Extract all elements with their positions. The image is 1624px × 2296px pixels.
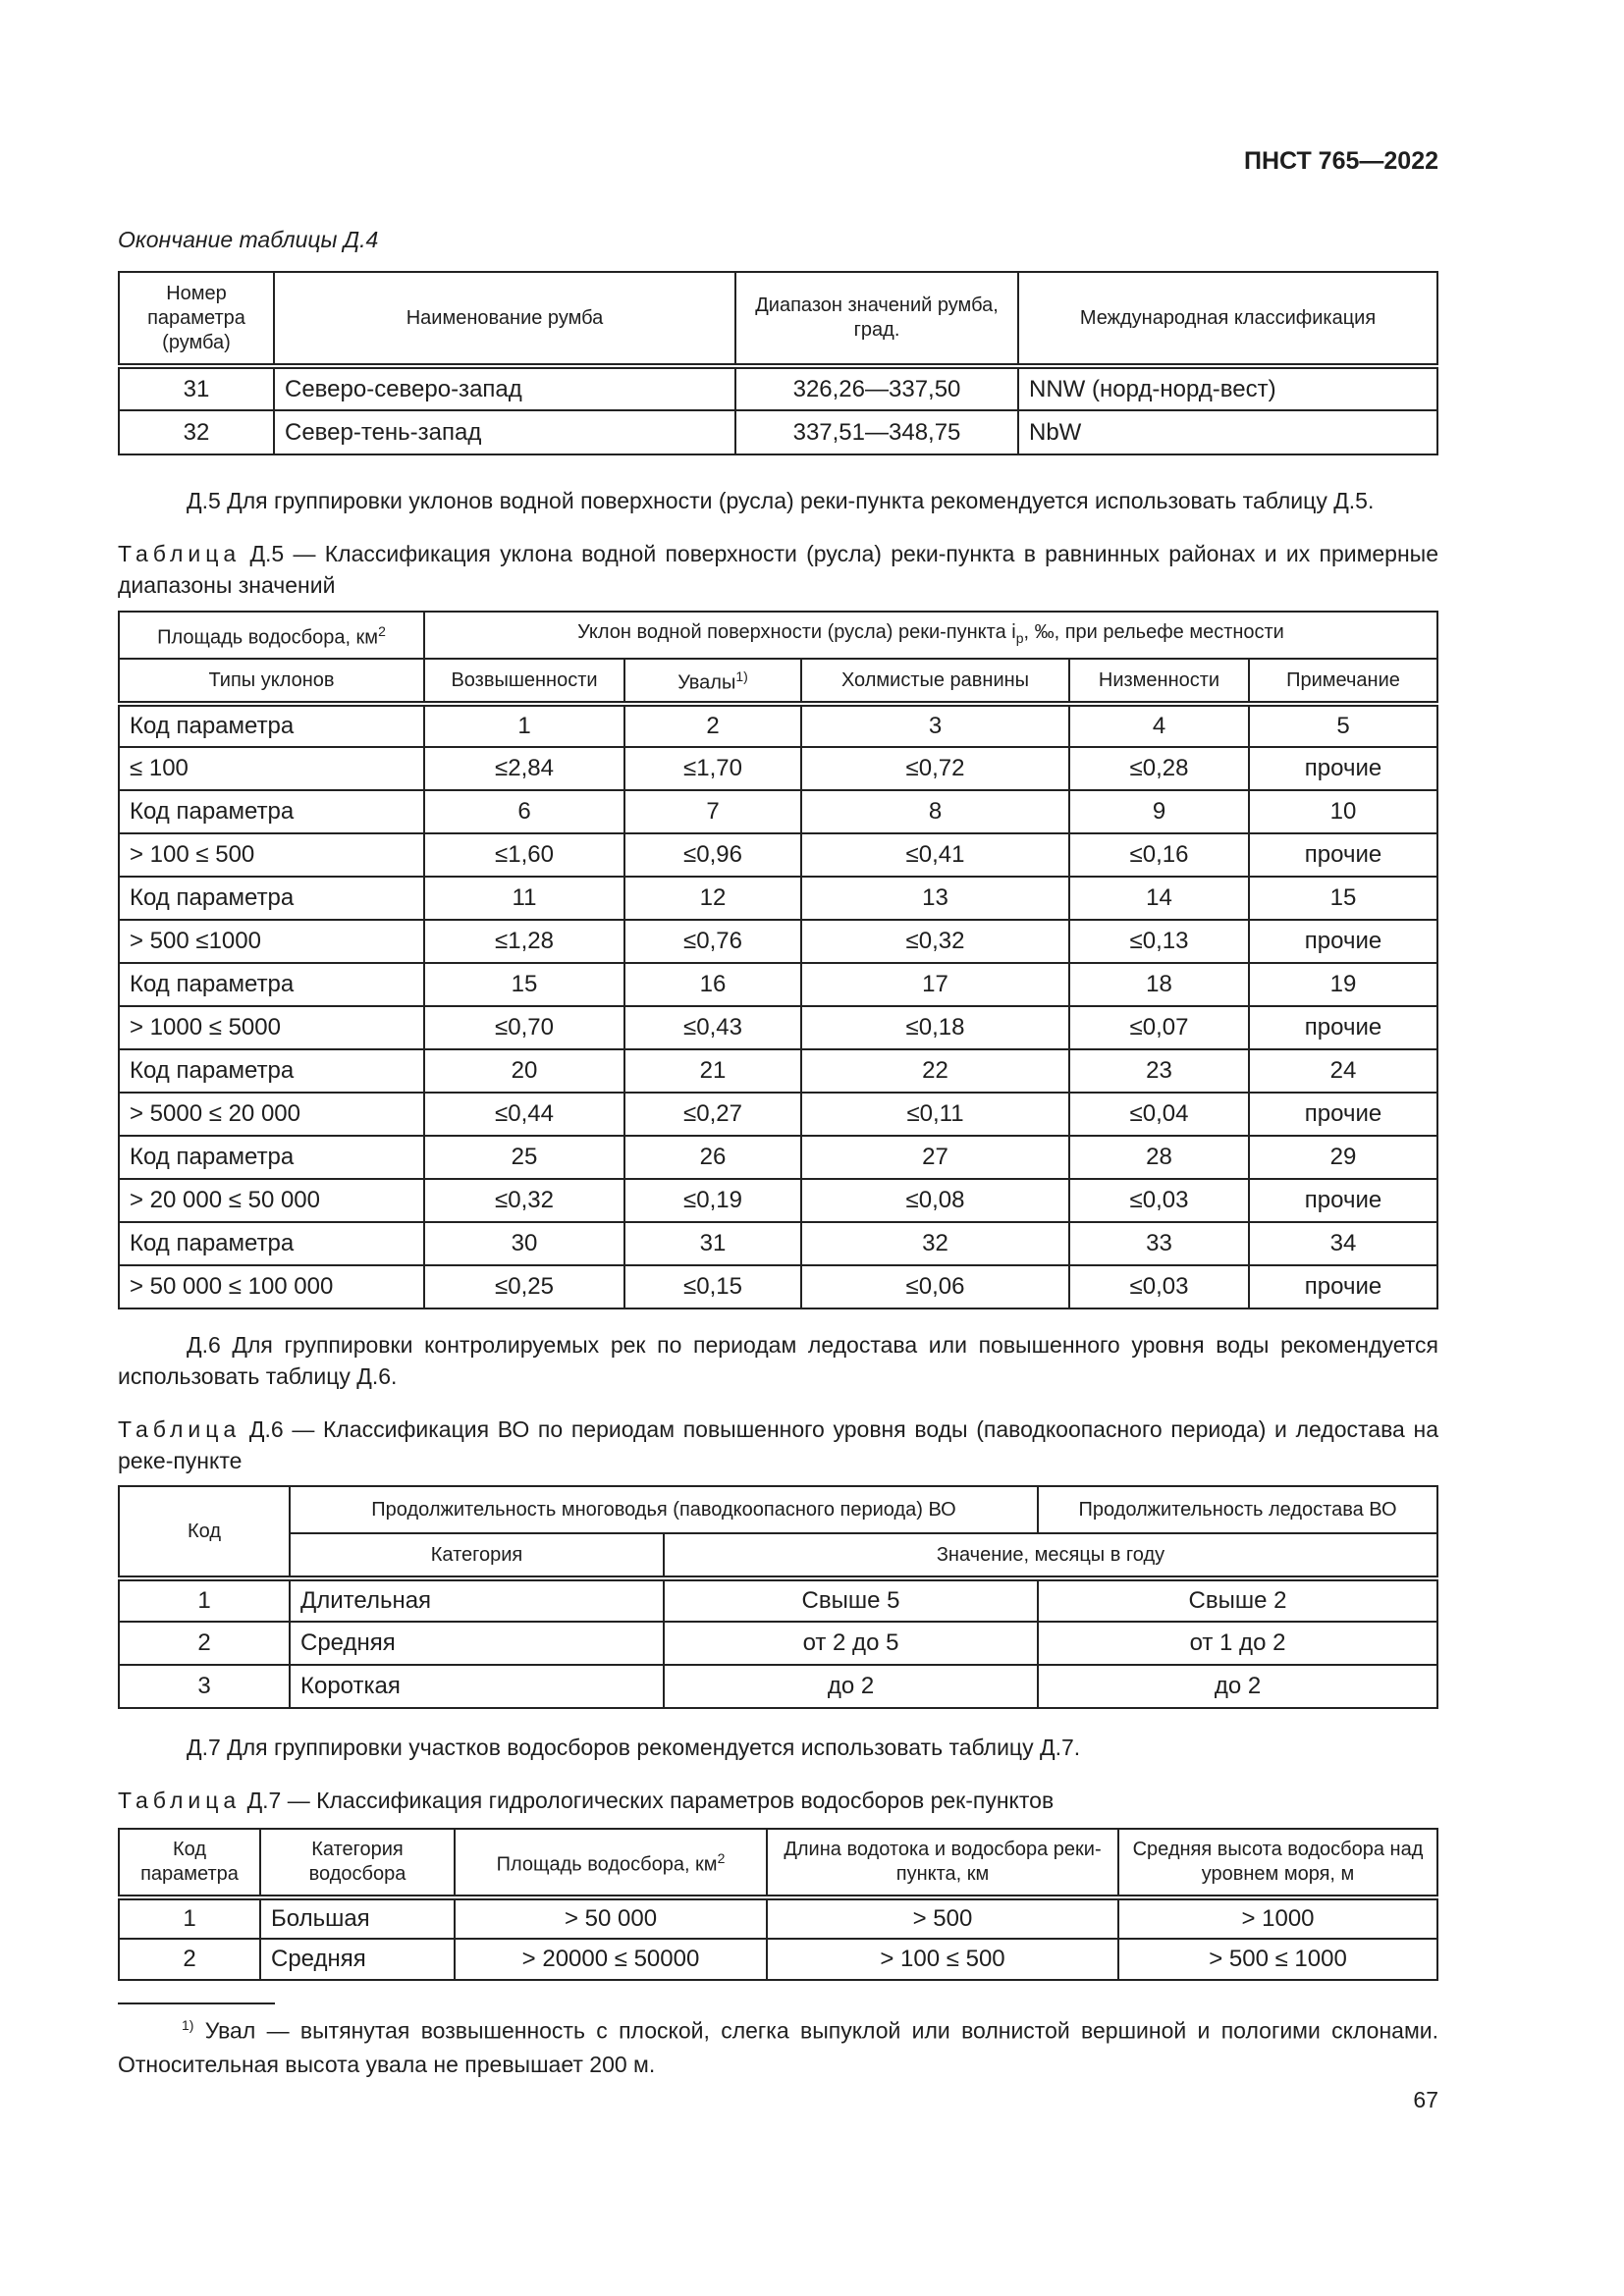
table-d7 (118, 1828, 1438, 1981)
table-cell: 32 (801, 1222, 1069, 1265)
table-cell: ≤0,11 (801, 1093, 1069, 1136)
table-cell: ≤0,18 (801, 1006, 1069, 1049)
table-cell: ≤0,96 (624, 833, 801, 877)
table-d7-header-height: Средняя высота водосбора над уровнем моря, м (1118, 1829, 1437, 1897)
table-cell: Средняя (290, 1622, 664, 1665)
table-cell: Код параметра (119, 790, 424, 833)
table-d5-caption-text: Д.5 — Классификация уклона водной поверхности (русла) реки-пункта в равнинных районах и их примерные диапазоны значений (118, 541, 1438, 598)
table-d5-header-types: Типы уклонов (119, 659, 424, 704)
table-cell: ≤0,72 (801, 747, 1069, 790)
table-cell: прочие (1249, 1179, 1437, 1222)
table-cell: Средняя (260, 1939, 455, 1980)
table-cell: 29 (1249, 1136, 1437, 1179)
footnote-text: Увал — вытянутая возвышенность с плоской, слегка выпуклой или волнистой вершиной и пологими склонами. Относительная высота увала не превышает 200 м. (118, 2017, 1438, 2077)
table-cell: Код параметра (119, 963, 424, 1006)
table-row (119, 1179, 1437, 1222)
footnote-mark: 1) (182, 2017, 194, 2033)
table-row (119, 366, 1437, 410)
table-cell: Код параметра (119, 704, 424, 747)
table-cell: Код параметра (119, 1049, 424, 1093)
table-cell: 16 (624, 963, 801, 1006)
table-cell: прочие (1249, 1093, 1437, 1136)
table-cell: 19 (1249, 963, 1437, 1006)
table-cell: до 2 (664, 1665, 1038, 1708)
table-d4-header-range: Диапазон значений румба, град. (735, 272, 1018, 366)
table-cell: 21 (624, 1049, 801, 1093)
table-d4-header-number: Номер параметра (румба) (119, 272, 274, 366)
table-d7-header-area: Площадь водосбора, $км^2$ (455, 1829, 767, 1897)
table-cell: 6 (424, 790, 624, 833)
table-cell: ≤0,27 (624, 1093, 801, 1136)
table-row (119, 704, 1437, 747)
table-cell: ≤0,70 (424, 1006, 624, 1049)
table-cell: прочие (1249, 920, 1437, 963)
table-d5-header-col: Примечание (1249, 659, 1437, 704)
table-cell: Большая (260, 1897, 455, 1939)
table-cell: ≤0,32 (801, 920, 1069, 963)
table-cell: 3 (119, 1665, 290, 1708)
footnote (118, 2008, 1438, 2081)
table-cell: 7 (624, 790, 801, 833)
table-row (119, 747, 1437, 790)
table-d7-header-length: Длина водотока и водосбора реки-пункта, км (767, 1829, 1118, 1897)
table-d5-header-col: Низменности (1069, 659, 1249, 704)
table-cell: > 1000 ≤ 5000 (119, 1006, 424, 1049)
table-cell: 14 (1069, 877, 1249, 920)
table-d6-header-category: Категория (290, 1533, 664, 1578)
table-row (119, 833, 1437, 877)
table-cell: > 20 000 ≤ 50 000 (119, 1179, 424, 1222)
table-d6-header-value: Значение, месяцы в году (664, 1533, 1437, 1578)
table-d4-caption: Окончание таблицы Д.4 (118, 227, 379, 252)
table-cell: ≤0,16 (1069, 833, 1249, 877)
table-d5-header-area: Площадь водосбора, $км^2$ (119, 612, 424, 659)
table-cell: 31 (119, 366, 274, 410)
table-cell: ≤0,32 (424, 1179, 624, 1222)
table-cell: 2 (624, 704, 801, 747)
table-cell: ≤0,03 (1069, 1265, 1249, 1308)
table-cell: 4 (1069, 704, 1249, 747)
table-row (119, 1093, 1437, 1136)
table-cell: 32 (119, 410, 274, 454)
table-cell: > 500 (767, 1897, 1118, 1939)
table-d7-caption-text: Д.7 — Классификация гидрологических параметров водосборов рек-пунктов (246, 1788, 1055, 1813)
table-cell: 3 (801, 704, 1069, 747)
table-cell: прочие (1249, 833, 1437, 877)
table-cell: 31 (624, 1222, 801, 1265)
table-cell: ≤0,04 (1069, 1093, 1249, 1136)
table-cell: > 500 ≤1000 (119, 920, 424, 963)
table-cell: прочие (1249, 1265, 1437, 1308)
table-cell: > 50 000 ≤ 100 000 (119, 1265, 424, 1308)
table-d5-caption (118, 538, 1438, 601)
table-d5-header-col: Холмистые равнины (801, 659, 1069, 704)
table-cell: ≤0,15 (624, 1265, 801, 1308)
table-cell: Длительная (290, 1578, 664, 1622)
table-cell: ≤0,41 (801, 833, 1069, 877)
table-cell: > 1000 (1118, 1897, 1437, 1939)
paragraph-d7: Д.7 Для группировки участков водосборов рекомендуется использовать таблицу Д.7. (187, 1735, 1081, 1760)
table-cell: ≤1,28 (424, 920, 624, 963)
table-cell: NbW (1018, 410, 1437, 454)
table-cell: ≤0,43 (624, 1006, 801, 1049)
table-cell: до 2 (1038, 1665, 1437, 1708)
table-cell: 8 (801, 790, 1069, 833)
table-cell: 2 (119, 1939, 260, 1980)
table-d6-caption (118, 1414, 1438, 1476)
table-row (119, 1578, 1437, 1622)
table-cell: от 1 до 2 (1038, 1622, 1437, 1665)
table-row (119, 920, 1437, 963)
table-cell: 2 (119, 1622, 290, 1665)
table-cell: 17 (801, 963, 1069, 1006)
table-cell: Код параметра (119, 1222, 424, 1265)
table-cell: 11 (424, 877, 624, 920)
table-cell: ≤0,25 (424, 1265, 624, 1308)
table-row (119, 1897, 1437, 1939)
table-cell: 1 (119, 1578, 290, 1622)
table-d5-header-slope: Уклон водной поверхности (русла) реки-пункта $i_p$, ‰, при рельефе местности (424, 612, 1437, 659)
paragraph-d5: Д.5 Для группировки уклонов водной поверхности (русла) реки-пункта рекомендуется использовать таблицу Д.5. (187, 488, 1375, 513)
table-row (119, 1049, 1437, 1093)
table-d5 (118, 611, 1438, 1309)
table-cell: > 100 ≤ 500 (767, 1939, 1118, 1980)
table-d7-header-category: Категория водосбора (260, 1829, 455, 1897)
table-cell: 13 (801, 877, 1069, 920)
table-cell: 30 (424, 1222, 624, 1265)
table-cell: 20 (424, 1049, 624, 1093)
table-cell: > 500 ≤ 1000 (1118, 1939, 1437, 1980)
table-row (119, 1265, 1437, 1308)
table-cell: Северо-северо-запад (274, 366, 735, 410)
table-row (119, 790, 1437, 833)
table-cell: 33 (1069, 1222, 1249, 1265)
table-d7-caption (118, 1785, 1438, 1816)
table-cell: ≤0,44 (424, 1093, 624, 1136)
table-cell: Свыше 5 (664, 1578, 1038, 1622)
table-d5-header-col: Возвышенности (424, 659, 624, 704)
table-cell: от 2 до 5 (664, 1622, 1038, 1665)
table-cell: 26 (624, 1136, 801, 1179)
table-d6-caption-text: Д.6 — Классификация ВО по периодам повышенного уровня воды (паводкоопасного периода) и ледостава на реке-пункте (118, 1416, 1438, 1473)
table-cell: 34 (1249, 1222, 1437, 1265)
table-cell: NNW (норд-норд-вест) (1018, 366, 1437, 410)
table-row (119, 1136, 1437, 1179)
table-row (119, 1006, 1437, 1049)
table-cell: > 20000 ≤ 50000 (455, 1939, 767, 1980)
table-cell: 10 (1249, 790, 1437, 833)
table-cell: ≤0,76 (624, 920, 801, 963)
table-cell: 24 (1249, 1049, 1437, 1093)
table-cell: > 5000 ≤ 20 000 (119, 1093, 424, 1136)
table-cell: ≤0,03 (1069, 1179, 1249, 1222)
table-row (119, 1222, 1437, 1265)
table-cell: 12 (624, 877, 801, 920)
table-cell: ≤0,07 (1069, 1006, 1249, 1049)
table-cell: Код параметра (119, 1136, 424, 1179)
table-cell: ≤ 100 (119, 747, 424, 790)
table-cell: 337,51—348,75 (735, 410, 1018, 454)
table-d5-body (119, 704, 1437, 1308)
table-cell: 22 (801, 1049, 1069, 1093)
table-row (119, 963, 1437, 1006)
table-d5-header-col: Увалы$^{1)}$ (624, 659, 801, 704)
table-cell: ≤1,70 (624, 747, 801, 790)
table-cell: ≤0,13 (1069, 920, 1249, 963)
table-cell: 28 (1069, 1136, 1249, 1179)
table-cell: 18 (1069, 963, 1249, 1006)
table-cell: ≤0,28 (1069, 747, 1249, 790)
table-row (119, 410, 1437, 454)
table-d4-header-intl: Международная классификация (1018, 272, 1437, 366)
table-cell: Север-тень-запад (274, 410, 735, 454)
table-cell: 5 (1249, 704, 1437, 747)
table-cell: прочие (1249, 1006, 1437, 1049)
table-cell: 25 (424, 1136, 624, 1179)
table-cell: прочие (1249, 747, 1437, 790)
table-cell: 9 (1069, 790, 1249, 833)
table-cell: ≤0,19 (624, 1179, 801, 1222)
table-label: Таблица (118, 541, 242, 566)
table-cell: Код параметра (119, 877, 424, 920)
table-d6 (118, 1485, 1438, 1709)
paragraph-d6: Д.6 Для группировки контролируемых рек по периодам ледостава или повышенного уровня воды рекомендуется использовать таблицу Д.6. (118, 1332, 1438, 1389)
table-cell: 326,26—337,50 (735, 366, 1018, 410)
table-cell: ≤1,60 (424, 833, 624, 877)
footnote-rule (118, 2002, 275, 2004)
table-cell: 15 (424, 963, 624, 1006)
table-cell: Свыше 2 (1038, 1578, 1437, 1622)
table-row (119, 1622, 1437, 1665)
table-cell: 15 (1249, 877, 1437, 920)
table-cell: Короткая (290, 1665, 664, 1708)
table-d4 (118, 271, 1438, 455)
table-cell: > 50 000 (455, 1897, 767, 1939)
table-row (119, 877, 1437, 920)
table-d4-header-name: Наименование румба (274, 272, 735, 366)
document-code: ПНСТ 765—2022 (1244, 147, 1438, 175)
page-number: 67 (1413, 2087, 1438, 2112)
table-cell: 1 (119, 1897, 260, 1939)
table-cell: 1 (424, 704, 624, 747)
table-cell: 23 (1069, 1049, 1249, 1093)
table-row (119, 1939, 1437, 1980)
table-cell: 27 (801, 1136, 1069, 1179)
table-cell: ≤2,84 (424, 747, 624, 790)
table-d7-header-code: Код параметра (119, 1829, 260, 1897)
table-cell: ≤0,06 (801, 1265, 1069, 1308)
table-d6-header-ice: Продолжительность ледостава ВО (1038, 1486, 1437, 1533)
table-d6-header-code: Код (119, 1486, 290, 1578)
table-label: Таблица (118, 1416, 242, 1442)
table-row (119, 1665, 1437, 1708)
table-label: Таблица (118, 1788, 242, 1813)
table-cell: > 100 ≤ 500 (119, 833, 424, 877)
table-d6-header-flood: Продолжительность многоводья (паводкоопасного периода) ВО (290, 1486, 1038, 1533)
table-cell: ≤0,08 (801, 1179, 1069, 1222)
